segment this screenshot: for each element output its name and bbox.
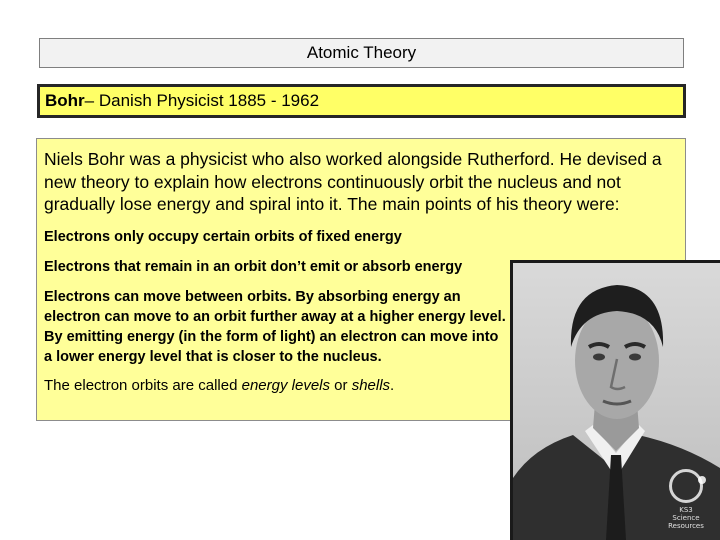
watermark-logo: KS3 Science Resources xyxy=(666,469,706,530)
theory-point: Electrons that remain in an orbit don’t emit or absorb energy xyxy=(44,258,463,275)
closing-sentence: The electron orbits are called energy levels or shells. xyxy=(44,376,395,394)
page-title-box xyxy=(39,38,684,68)
scientist-heading xyxy=(37,84,686,118)
scientist-name: Bohr xyxy=(45,91,85,110)
term-shells: shells xyxy=(351,376,391,394)
theory-point: Electrons only occupy certain orbits of fixed energy xyxy=(44,228,402,245)
term-energy-levels: energy levels xyxy=(241,376,330,394)
watermark-ring-icon xyxy=(669,469,703,503)
theory-point: Electrons can move between orbits. By absorbing energy an electron can move to an orbit further away at a higher energy level. By emitting energy (in the form of light) an electron can move into a lower energy level that is closer to the nucleus. xyxy=(44,288,506,365)
page-title: Atomic Theory xyxy=(306,43,417,62)
portrait-photo xyxy=(510,260,720,540)
scientist-description: – Danish Physicist 1885 - 1962 xyxy=(84,91,320,110)
intro-paragraph: Niels Bohr was a physicist who also worked alongside Rutherford. He devised a new theory to explain how electrons continuously orbit the nucleus and not gradually lose energy and spiral into it. The main points of his theory were: xyxy=(44,149,662,214)
